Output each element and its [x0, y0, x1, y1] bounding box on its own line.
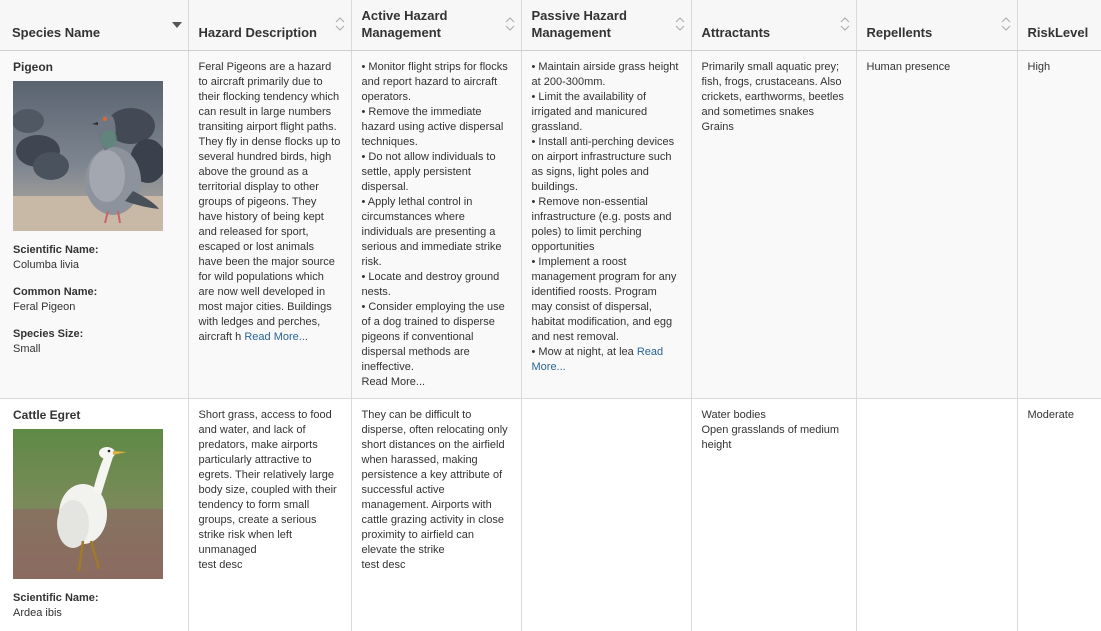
column-header-label: Active Hazard Management — [361, 7, 448, 40]
column-header-hazard[interactable] — [188, 0, 351, 50]
passive-tail-text: • Mow at night, at lea — [531, 345, 634, 358]
list-item: • Maintain airside grass height at 200-300mm. — [531, 60, 679, 88]
column-header-label: RiskLevel — [1027, 24, 1089, 40]
list-item: • Remove the immediate hazard using active dispersal techniques. — [361, 105, 504, 148]
list-item: • Limit the availability of irrigated and manicured grassland. — [531, 90, 648, 133]
column-header-label: Species Name — [12, 24, 101, 40]
repellents-text: Human presence — [866, 60, 951, 73]
column-header-label: Hazard Description — [198, 24, 317, 40]
active-management-cell — [351, 50, 521, 398]
read-more-link[interactable]: Read More... — [531, 345, 664, 373]
scientific-name-value: Ardea ibis — [13, 606, 62, 619]
table-row[interactable] — [0, 50, 1101, 398]
list-item: • Consider employing the use of a dog trained to disperse pigeons if conventional dispersal methods are ineffective. — [361, 300, 505, 373]
pigeon-photo — [13, 81, 163, 231]
scientific-name-label: Scientific Name: — [13, 243, 99, 256]
hazard-description-text: Short grass, access to food and water, and lack of predators, make airports particularly attractive to egrets. Their relatively large body size, coupled with their tendency to form small groups, create a serious strike risk when left unmanaged test desc — [198, 408, 337, 571]
repellents-cell — [856, 398, 1017, 631]
species-size-value: Small — [13, 342, 41, 355]
risk-level-cell — [1017, 398, 1101, 631]
passive-management-cell — [521, 50, 691, 398]
table-row[interactable] — [0, 398, 1101, 631]
risk-level-text: High — [1027, 60, 1051, 73]
cattle-egret-photo — [13, 429, 163, 579]
sort-icon[interactable] — [675, 17, 685, 31]
read-more-text[interactable]: Read More... — [361, 375, 426, 388]
attractants-text: Water bodies Open grasslands of medium height — [701, 408, 840, 451]
attractants-text: Primarily small aquatic prey; fish, frogs, crustaceans. Also crickets, earthworms, beetles and sometimes snakes Grains — [701, 60, 844, 133]
sort-icon[interactable] — [505, 17, 515, 31]
list-item: • Locate and destroy ground nests. — [361, 270, 500, 298]
scientific-name-label: Scientific Name: — [13, 591, 99, 604]
attractants-cell — [691, 50, 856, 398]
sort-icon[interactable] — [1001, 17, 1011, 31]
species-name[interactable]: Cattle Egret — [13, 407, 81, 422]
species-cell — [0, 50, 188, 398]
species-cell — [0, 398, 188, 631]
list-item: • Install anti-perching devices on airport infrastructure such as signs, light poles and buildings. — [531, 135, 675, 193]
active-management-list — [362, 60, 511, 375]
list-item: • Apply lethal control in circumstances where individuals are presenting a serious and immediate strike risk. — [361, 195, 502, 268]
column-header-label: Passive Hazard Management — [531, 7, 627, 40]
column-header-repellents[interactable] — [856, 0, 1017, 50]
list-item: • Remove non-essential infrastructure (e.g. posts and poles) to limit perching opportunities — [531, 195, 672, 253]
column-header-label: Attractants — [701, 24, 771, 40]
sort-icon[interactable] — [335, 17, 345, 31]
scientific-name-value: Columba livia — [13, 258, 80, 271]
column-header-label: Repellents — [866, 24, 933, 40]
sort-icon[interactable] — [840, 17, 850, 31]
read-more-link[interactable]: Read More... — [244, 330, 308, 343]
passive-management-cell — [521, 398, 691, 631]
column-header-risk[interactable] — [1017, 0, 1101, 50]
species-size-label: Species Size: — [13, 327, 84, 340]
header-row — [0, 0, 1101, 50]
column-header-attractants[interactable] — [691, 0, 856, 50]
risk-level-cell — [1017, 50, 1101, 398]
active-management-cell — [351, 398, 521, 631]
attractants-cell — [691, 398, 856, 631]
hazard-description-cell — [188, 398, 351, 631]
column-header-passive[interactable] — [521, 0, 691, 50]
list-item: • Monitor flight strips for flocks and report hazard to aircraft operators. — [361, 60, 508, 103]
sort-desc-icon[interactable] — [172, 22, 182, 28]
common-name-label: Common Name: — [13, 285, 98, 298]
hazard-description-text: Feral Pigeons are a hazard to aircraft primarily due to their flocking tendency which can result in large numbers transiting airport flight paths. They fly in dense flocks up to several hundred birds, high above the ground as a territorial display to other groups of pigeons. They have history of being kept and released for sport, escaped or lost animals have been the major source for wild populations which are now well developed in most major cities. Buildings with ledges and perches, aircraft h — [198, 60, 341, 343]
repellents-cell — [856, 50, 1017, 398]
column-header-active[interactable] — [351, 0, 521, 50]
list-item: • Implement a roost management program for any identified roosts. Program may consist of dispersal, habitat modification, and egg and nest removal. — [531, 255, 677, 343]
passive-management-list — [532, 60, 681, 345]
hazard-description-cell — [188, 50, 351, 398]
column-header-species[interactable] — [0, 0, 188, 50]
list-item: • Do not allow individuals to settle, apply persistent dispersal. — [361, 150, 496, 193]
common-name-value: Feral Pigeon — [13, 300, 76, 313]
risk-level-text: Moderate — [1027, 408, 1074, 421]
species-name[interactable]: Pigeon — [13, 59, 54, 74]
active-management-text: They can be difficult to disperse, often relocating only short distances on the airfield when harassed, making persistence a key attribute of successful active management. Airports with cattle grazing activity in close proximity to airfield can elevate the strike test desc — [361, 408, 508, 571]
